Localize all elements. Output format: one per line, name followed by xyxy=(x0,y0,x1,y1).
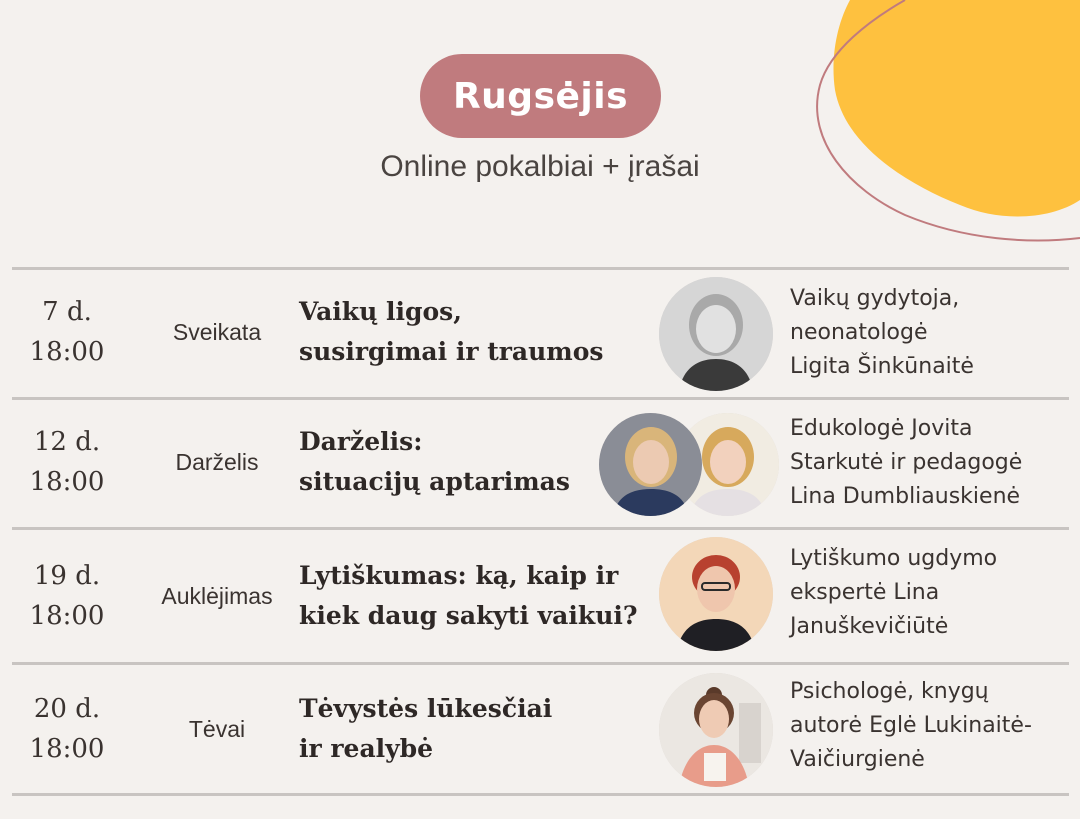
page-subtitle: Online pokalbiai + įrašai xyxy=(380,150,700,183)
event-title-line: Tėvystės lūkesčiai xyxy=(299,694,553,723)
speaker-photo xyxy=(659,277,773,391)
event-row xyxy=(12,400,1069,527)
event-title-line: Darželis: xyxy=(299,427,423,456)
event-date: 20 d. xyxy=(33,694,101,724)
speaker-line: Starkutė ir pedagogė xyxy=(790,450,1023,475)
speaker-info xyxy=(790,282,1070,384)
event-date: 7 d. xyxy=(42,297,92,327)
speaker-line: Lina Dumbliauskienė xyxy=(790,484,1021,509)
speaker-line: ekspertė Lina xyxy=(790,580,940,605)
event-row xyxy=(12,530,1069,662)
speaker-line: Ligita Šinkūnaitė xyxy=(790,354,974,379)
event-category: Darželis xyxy=(175,449,259,475)
event-title xyxy=(299,292,669,372)
event-category: Tėvai xyxy=(188,716,246,742)
event-category: Sveikata xyxy=(172,319,262,345)
speaker-line: Januškevičiūtė xyxy=(790,614,949,639)
event-datetime xyxy=(12,556,122,636)
event-time: 18:00 xyxy=(29,601,105,631)
event-title-line: ir realybė xyxy=(299,734,434,763)
speaker-photo xyxy=(659,537,773,651)
event-title xyxy=(299,689,669,769)
event-time: 18:00 xyxy=(29,337,105,367)
divider xyxy=(12,793,1069,796)
speaker-photo xyxy=(659,673,773,787)
speaker-line: Edukologė Jovita xyxy=(790,416,973,441)
event-date: 19 d. xyxy=(33,561,101,591)
speaker-line: neonatologė xyxy=(790,320,928,345)
event-time: 18:00 xyxy=(29,734,105,764)
event-row xyxy=(12,270,1069,397)
yellow-blob-shape xyxy=(833,0,1080,216)
speaker-info xyxy=(790,412,1070,514)
event-datetime xyxy=(12,292,122,372)
speaker-info xyxy=(790,542,1070,644)
event-title-line: Vaikų ligos, xyxy=(299,297,462,326)
speaker-photo xyxy=(599,413,702,516)
event-time: 18:00 xyxy=(29,467,105,497)
event-datetime xyxy=(12,689,122,769)
event-date: 12 d. xyxy=(33,427,101,457)
event-title-line: susirgimai ir traumos xyxy=(299,337,604,366)
speaker-info xyxy=(790,675,1070,777)
event-title-line: situacijų aptarimas xyxy=(299,467,570,496)
event-datetime xyxy=(12,422,122,502)
speaker-line: Vaičiurgienė xyxy=(790,747,925,772)
event-title-line: kiek daug sakyti vaikui? xyxy=(299,601,638,630)
speaker-line: Lytiškumo ugdymo xyxy=(790,546,998,571)
speaker-line: Psichologė, knygų xyxy=(790,679,989,704)
speaker-line: Vaikų gydytoja, xyxy=(790,286,960,311)
month-badge xyxy=(420,54,661,138)
month-title: Rugsėjis xyxy=(452,75,629,117)
event-title xyxy=(299,556,669,636)
event-category: Auklėjimas xyxy=(161,583,273,609)
event-title-line: Lytiškumas: ką, kaip ir xyxy=(299,561,619,590)
event-row xyxy=(12,665,1069,793)
speaker-line: autorė Eglė Lukinaitė- xyxy=(790,713,1032,738)
